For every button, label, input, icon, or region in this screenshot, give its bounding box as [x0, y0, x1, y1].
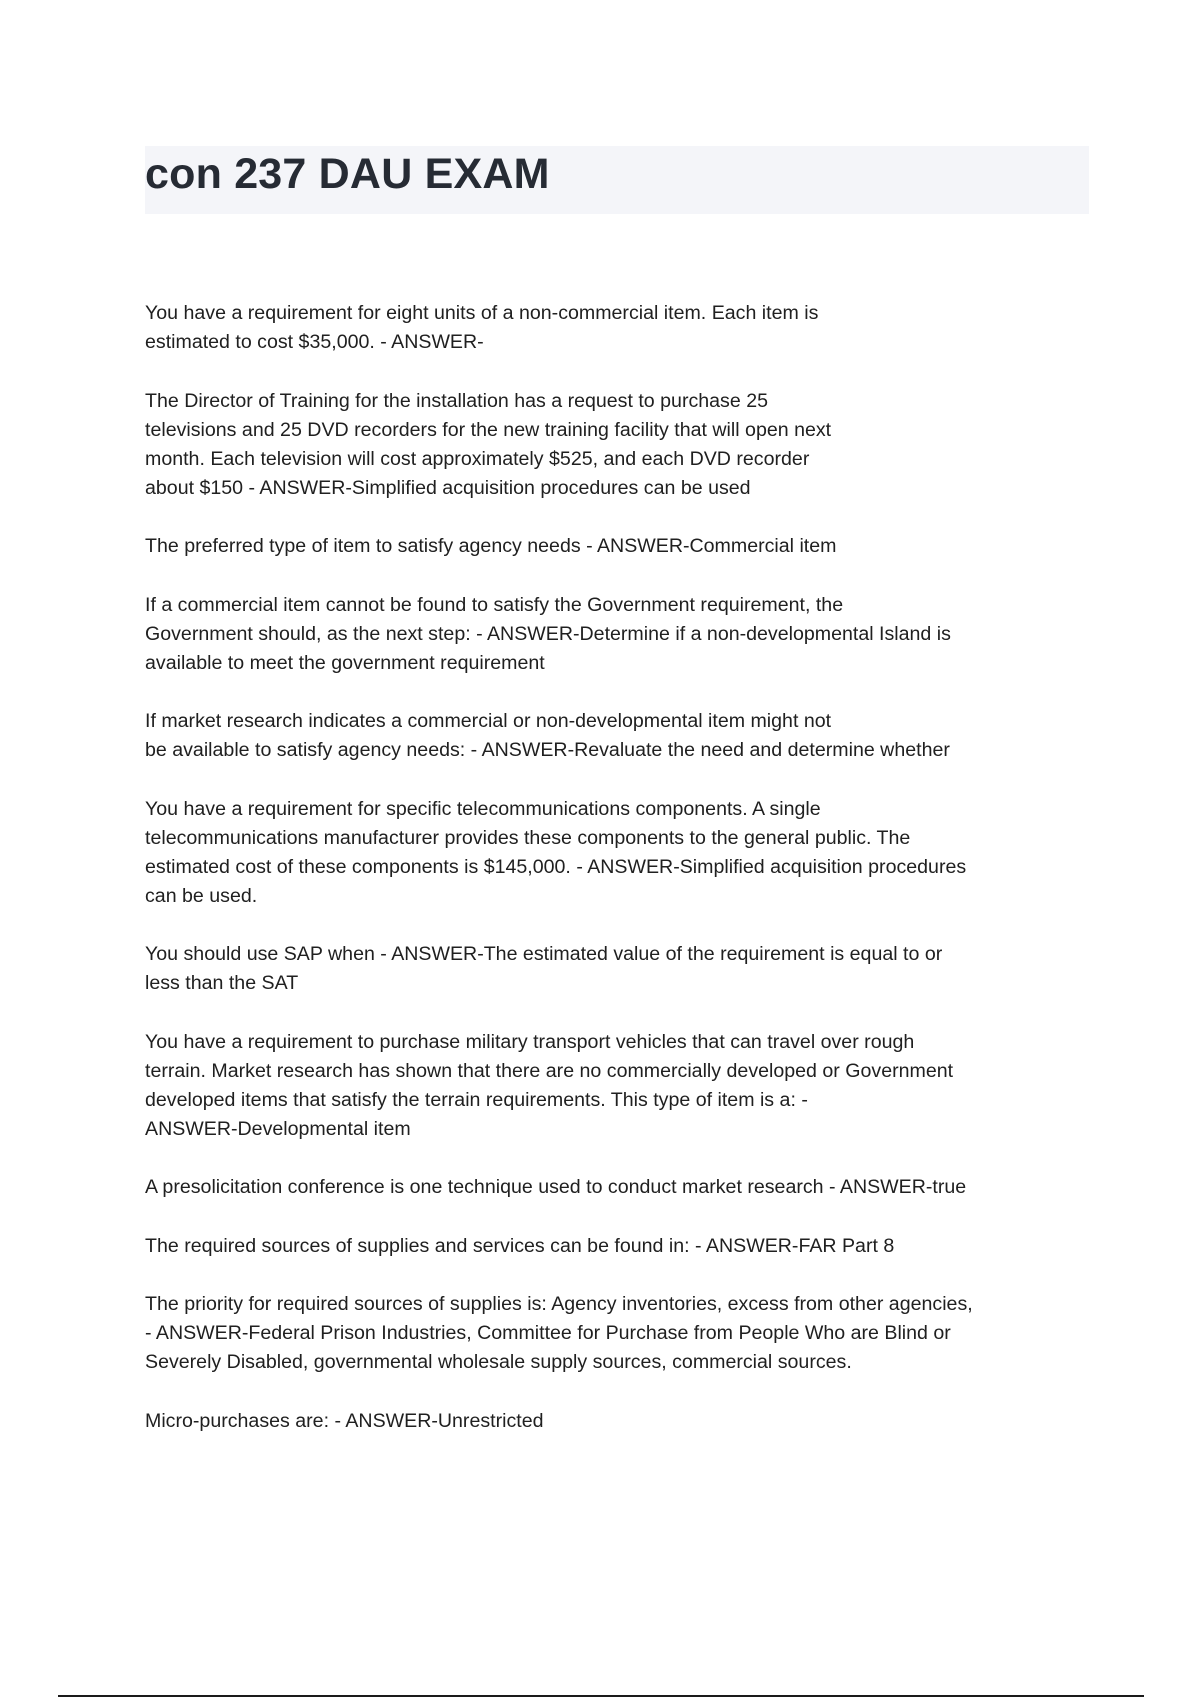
qa-line: You have a requirement for eight units of a non-commercial item. Each item is [145, 302, 819, 324]
qa-line: less than the SAT [145, 972, 299, 994]
qa-line: The Director of Training for the installation has a request to purchase 25 [145, 389, 768, 412]
qa-line: A presolicitation conference is one technique used to conduct market research - ANSWER-true [145, 1176, 967, 1198]
qa-item-12 [145, 1407, 1085, 1436]
qa-line: telecommunications manufacturer provides these components to the general public. The [145, 826, 911, 849]
qa-line: estimated to cost $35,000. - ANSWER- [145, 331, 484, 353]
qa-line: You have a requirement for specific telecommunications components. A single [145, 797, 821, 820]
qa-item-9 [145, 1173, 1085, 1202]
qa-item-8 [145, 1028, 1085, 1144]
qa-line: Micro-purchases are: - ANSWER-Unrestricted [145, 1409, 544, 1432]
qa-item-4 [145, 591, 1085, 678]
qa-line: available to meet the government requirement [145, 651, 545, 674]
qa-line: You should use SAP when - ANSWER-The estimated value of the requirement is equal to or [145, 943, 943, 965]
qa-line: ANSWER-Developmental item [145, 1117, 411, 1140]
qa-line: The priority for required sources of supplies is: Agency inventories, excess from other agencies, [145, 1293, 973, 1315]
qa-line: - ANSWER-Federal Prison Industries, Committee for Purchase from People Who are Blind or [145, 1322, 951, 1344]
footer-rule [58, 1695, 1144, 1697]
qa-line: If market research indicates a commercial or non-developmental item might not [145, 710, 832, 732]
qa-item-1 [145, 299, 1085, 357]
qa-line: televisions and 25 DVD recorders for the new training facility that will open next [145, 418, 832, 441]
qa-item-10 [145, 1232, 1085, 1261]
qa-line: Government should, as the next step: - ANSWER-Determine if a non-developmental Island is [145, 622, 951, 645]
qa-item-7 [145, 940, 1085, 998]
qa-item-2 [145, 387, 1085, 503]
qa-item-3 [145, 532, 1085, 561]
qa-line: The required sources of supplies and services can be found in: - ANSWER-FAR Part 8 [145, 1234, 895, 1257]
qa-item-5 [145, 707, 1085, 765]
qa-item-6 [145, 795, 1085, 911]
qa-line: terrain. Market research has shown that there are no commercially developed or Government [145, 1059, 954, 1082]
qa-line: Severely Disabled, governmental wholesale supply sources, commercial sources. [145, 1351, 852, 1373]
qa-line: You have a requirement to purchase military transport vehicles that can travel over rough [145, 1030, 915, 1053]
qa-line: can be used. [145, 884, 258, 907]
qa-line: estimated cost of these components is $145,000. - ANSWER-Simplified acquisition procedures [145, 855, 967, 878]
page-title: con 237 DAU EXAM [145, 150, 550, 198]
qa-list [145, 299, 1085, 1465]
qa-line: If a commercial item cannot be found to satisfy the Government requirement, the [145, 593, 844, 616]
qa-line: developed items that satisfy the terrain requirements. This type of item is a: - [145, 1088, 808, 1111]
qa-line: The preferred type of item to satisfy agency needs - ANSWER-Commercial item [145, 535, 837, 557]
qa-line: about $150 - ANSWER-Simplified acquisition procedures can be used [145, 476, 751, 499]
qa-item-11 [145, 1290, 1085, 1377]
qa-line: be available to satisfy agency needs: - ANSWER-Revaluate the need and determine whether [145, 739, 950, 761]
qa-line: month. Each television will cost approximately $525, and each DVD recorder [145, 447, 810, 470]
